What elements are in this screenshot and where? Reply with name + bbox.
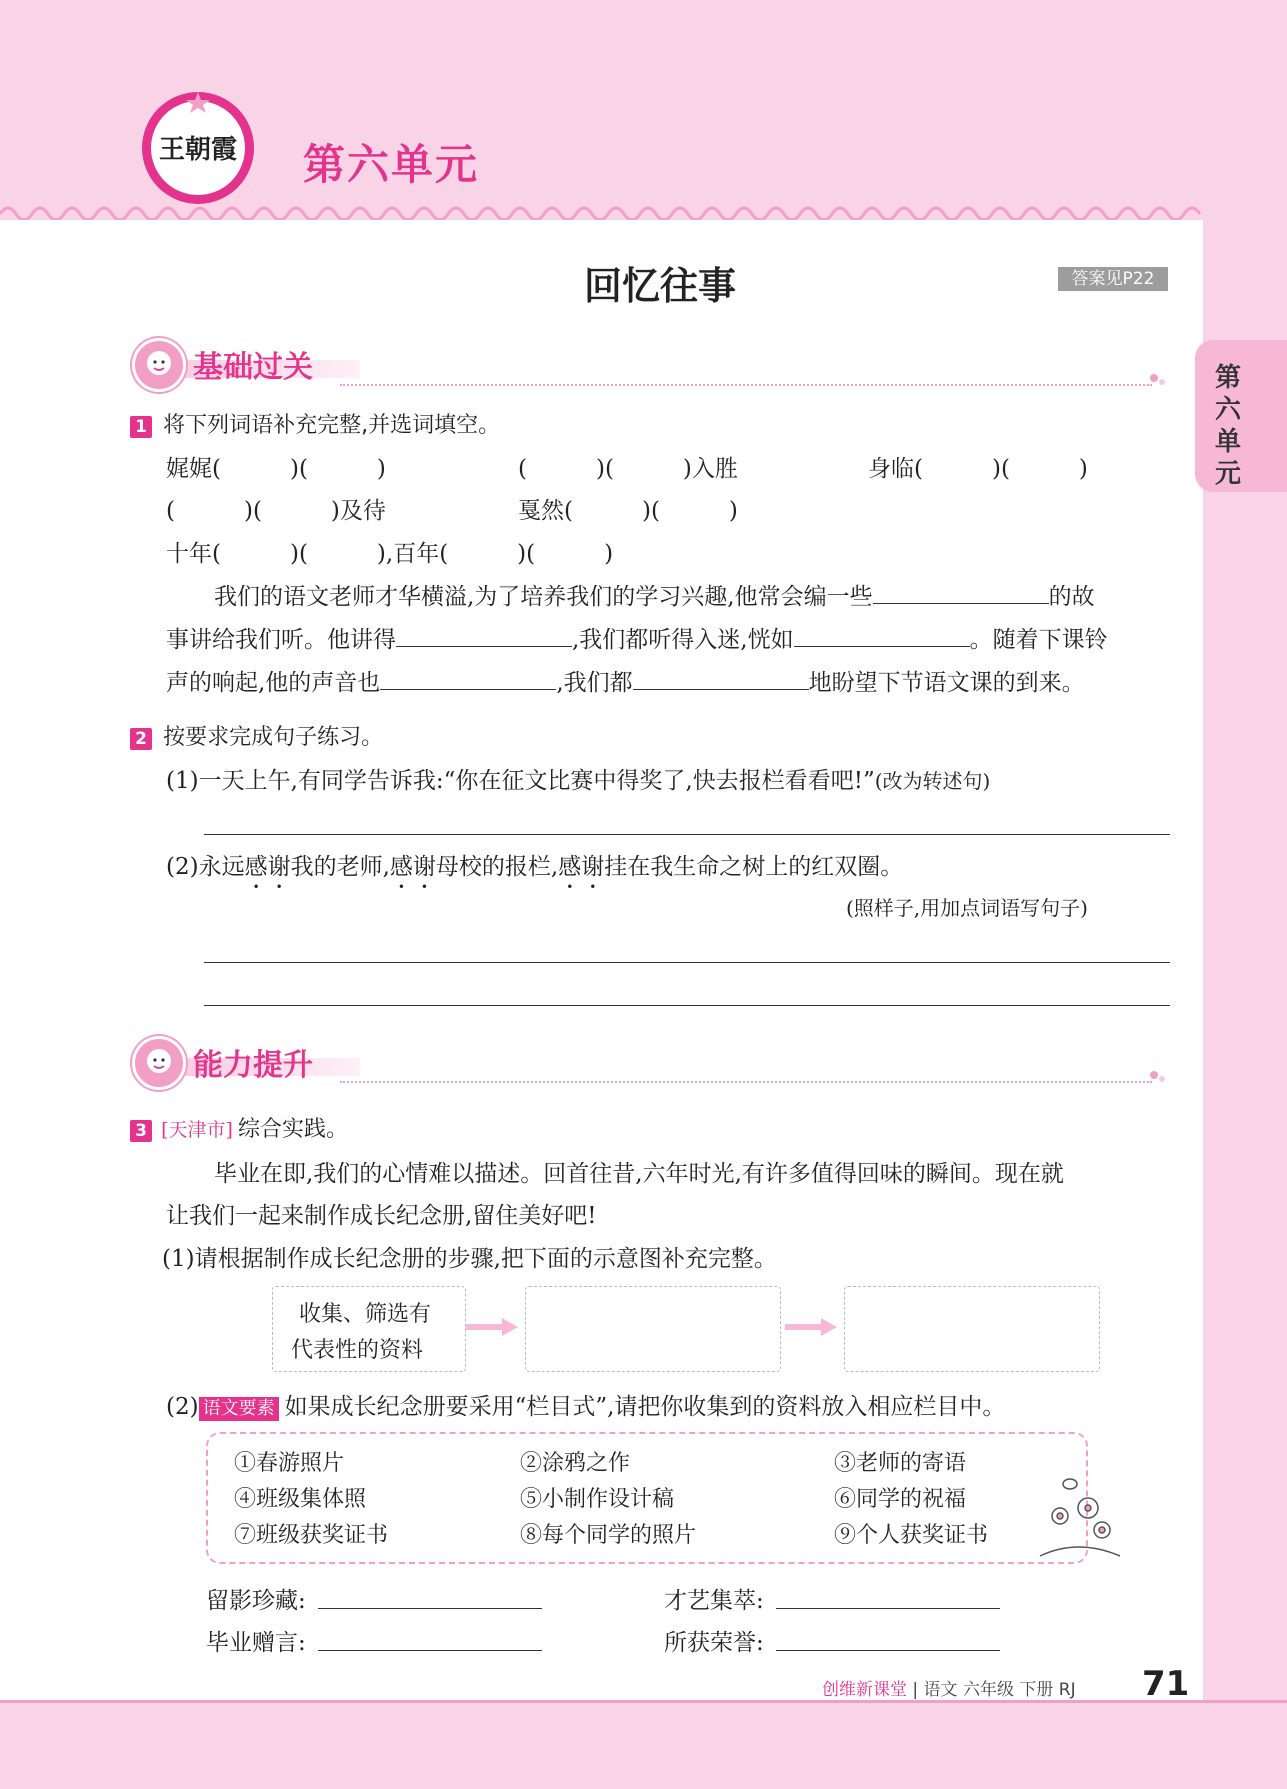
arrow-right-icon — [466, 1318, 518, 1336]
question-number: 2 — [130, 728, 152, 750]
paragraph-text: 声的响起,他的声音也 — [166, 670, 381, 696]
language-element-tag: 语文要素 — [199, 1397, 279, 1421]
fill-paragraph-line — [166, 621, 1108, 654]
side-tab-label: 第六单元 — [1215, 363, 1242, 489]
sub-question-2 — [166, 1388, 1005, 1421]
question-2-header — [130, 720, 383, 751]
answer-line[interactable] — [204, 834, 1170, 835]
dotted-word: 感谢 — [389, 854, 436, 880]
section-title-basic: 基础过关 — [193, 350, 313, 385]
column-label: 所获荣誉: — [664, 1630, 764, 1656]
fill-paragraph-line — [214, 578, 1095, 611]
unit-title: 第六单元 — [303, 140, 480, 189]
option-item: ①春游照片 — [234, 1451, 345, 1476]
intro-line: 毕业在即,我们的心情难以描述。回首往昔,六年时光,有许多值得回味的瞬间。现在就 — [214, 1161, 1064, 1187]
bottom-wave-border — [0, 1700, 1287, 1733]
step-text: 代表性的资料 — [291, 1338, 424, 1363]
divider-dots-icon — [1148, 370, 1168, 390]
svg-text:王朝霞: 王朝霞 — [158, 135, 238, 165]
question-number: 3 — [130, 1120, 152, 1142]
column-answer-line[interactable] — [776, 1608, 1000, 1609]
answer-blank[interactable] — [380, 669, 556, 690]
sentence-text: 我的老师, — [290, 854, 390, 880]
column-label: 留影珍藏: — [206, 1588, 306, 1614]
footer-separator: | — [907, 1680, 924, 1700]
arrow-right-icon — [785, 1318, 837, 1336]
step-text: 收集、筛选有 — [299, 1302, 432, 1327]
footer-brand: 创维新课堂 — [822, 1680, 907, 1700]
brand-logo — [138, 88, 258, 208]
dotted-word: 感谢 — [244, 854, 291, 880]
answer-line[interactable] — [204, 1005, 1170, 1006]
section-divider — [340, 1081, 1152, 1083]
option-item: ⑤小制作设计稿 — [520, 1487, 675, 1512]
idiom-blank[interactable]: 身临( )( ) — [868, 456, 1088, 482]
paragraph-text: ,我们都 — [556, 670, 633, 696]
option-item: ⑧每个同学的照片 — [520, 1523, 697, 1548]
sentence-2 — [166, 848, 903, 894]
step-box-1 — [272, 1286, 466, 1372]
footer — [822, 1675, 1076, 1700]
option-item: ⑨个人获奖证书 — [834, 1523, 989, 1548]
sub-prefix: (2) — [166, 1394, 199, 1420]
answer-blank[interactable] — [873, 583, 1049, 604]
section-title-advanced: 能力提升 — [193, 1048, 313, 1083]
question-number: 1 — [130, 416, 152, 438]
option-item: ③老师的寄语 — [834, 1451, 967, 1476]
question-prompt: 将下列词语补充完整,并选词填空。 — [163, 413, 501, 438]
sentence-1 — [166, 762, 990, 795]
page-number: 71 — [1142, 1664, 1190, 1704]
sub-question-1: (1)请根据制作成长纪念册的步骤,把下面的示意图补充完整。 — [162, 1246, 777, 1272]
idiom-blank[interactable]: 十年( )( ),百年( )( ) — [166, 541, 614, 567]
answer-blank[interactable] — [396, 626, 572, 647]
option-item: ⑦班级获奖证书 — [234, 1523, 389, 1548]
divider-dots-icon — [1148, 1067, 1168, 1087]
answer-blank[interactable] — [633, 669, 809, 690]
answer-blank[interactable] — [794, 626, 970, 647]
column-answer-line[interactable] — [318, 1608, 542, 1609]
sentence-hint: (照样子,用加点词语写句子) — [846, 896, 1088, 920]
paragraph-text: 事讲给我们听。他讲得 — [166, 627, 396, 653]
answer-reference-badge[interactable]: 答案见P22 — [1058, 267, 1168, 291]
sentence-text: (2)永远 — [166, 854, 245, 880]
paragraph-text: 我们的语文老师才华横溢,为了培养我们的学习兴趣,他常会编一些 — [214, 584, 873, 610]
flower-bee-icon — [1030, 1468, 1126, 1564]
region-tag: [天津市] — [161, 1119, 233, 1141]
footer-info: 语文 六年级 下册 RJ — [923, 1680, 1076, 1700]
step-box-3-blank[interactable] — [844, 1286, 1100, 1372]
column-label: 才艺集萃: — [664, 1588, 764, 1614]
paragraph-text: 的故 — [1048, 584, 1095, 610]
idiom-blank[interactable]: ( )( )入胜 — [518, 456, 738, 482]
option-item: ④班级集体照 — [234, 1487, 367, 1512]
question-1-header — [130, 408, 500, 439]
question-3-header — [130, 1112, 348, 1143]
dotted-word: 感谢 — [558, 854, 605, 880]
answer-line[interactable] — [204, 962, 1170, 963]
intro-line: 让我们一起来制作成长纪念册,留住美好吧! — [166, 1203, 597, 1229]
cartoon-boy-icon — [132, 1036, 186, 1090]
idiom-blank[interactable]: 娓娓( )( ) — [166, 456, 386, 482]
unit-side-tab[interactable] — [1195, 340, 1287, 492]
sentence-hint: (改为转述句) — [874, 769, 991, 793]
paragraph-text: 。随着下课铃 — [969, 627, 1108, 653]
idiom-blank[interactable]: 戛然( )( ) — [518, 498, 738, 524]
column-answer-line[interactable] — [776, 1650, 1000, 1651]
option-item: ②涂鸦之作 — [520, 1451, 631, 1476]
section-divider — [340, 384, 1152, 386]
sub-text: 如果成长纪念册要采用“栏目式”,请把你收集到的资料放入相应栏目中。 — [284, 1394, 1006, 1420]
sentence-text: 母校的报栏, — [435, 854, 559, 880]
lesson-title: 回忆往事 — [583, 264, 736, 308]
option-item: ⑥同学的祝福 — [834, 1487, 967, 1512]
fill-paragraph-line — [166, 664, 1085, 697]
question-prompt: 按要求完成句子练习。 — [163, 725, 384, 750]
paragraph-text: ,我们都听得入迷,恍如 — [572, 627, 794, 653]
sentence-text: 挂在我生命之树上的红双圈。 — [604, 854, 904, 880]
sentence-text: (1)一天上午,有同学告诉我:“你在征文比赛中得奖了,快去报栏看看吧!” — [166, 768, 875, 794]
cartoon-girl-icon — [132, 338, 186, 392]
step-box-2-blank[interactable] — [525, 1286, 781, 1372]
paragraph-text: 地盼望下节语文课的到来。 — [808, 670, 1085, 696]
question-prompt: 综合实践。 — [238, 1117, 349, 1142]
column-label: 毕业赠言: — [206, 1630, 306, 1656]
column-answer-line[interactable] — [318, 1650, 542, 1651]
idiom-blank[interactable]: ( )( )及待 — [166, 498, 386, 524]
